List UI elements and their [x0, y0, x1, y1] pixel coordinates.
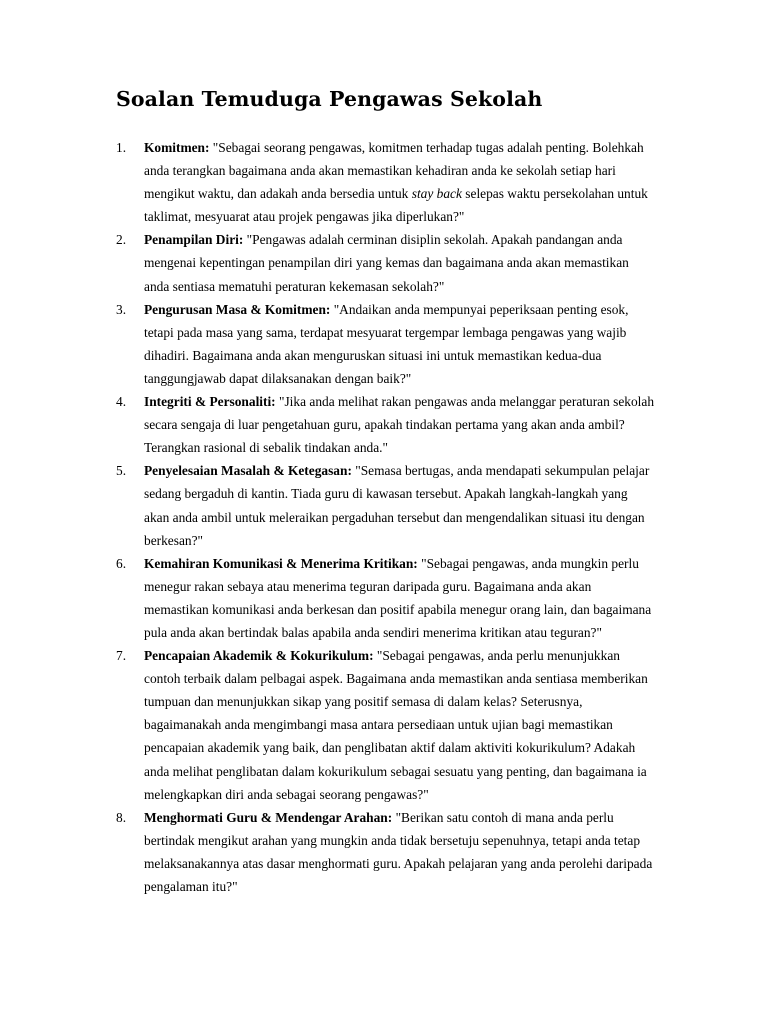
- question-body: "Pengawas adalah cerminan disiplin sekolah. Apakah pandangan anda mengenai kepentingan penampilan diri yang kemas dan bagaimana anda akan memastikan anda sentiasa mematuhi peraturan kekemasan sekolah?": [144, 232, 629, 294]
- question-list: [116, 136, 656, 898]
- question-label: Pencapaian Akademik & Kokurikulum:: [144, 648, 374, 664]
- question-body: "Jika anda melihat rakan pengawas anda melanggar peraturan sekolah secara sengaja di luar pengetahuan guru, apakah tindakan pertama yang akan anda ambil? Terangkan rasional di sebalik tindakan anda.": [144, 394, 655, 456]
- question-text: [144, 459, 656, 551]
- question-text: [144, 644, 656, 806]
- document-title: Soalan Temuduga Pengawas Sekolah: [116, 87, 543, 111]
- question-item-1: [116, 136, 656, 228]
- question-item-5: [116, 459, 656, 551]
- question-body: "Andaikan anda mempunyai peperiksaan penting esok, tetapi pada masa yang sama, terdapat mesyuarat tergempar lembaga pengawas yang wajib dihadiri. Bagaimana anda akan menguruskan situasi ini untuk memastikan kedua-dua tanggungjawab dapat dilaksanakan dengan baik?": [144, 301, 629, 386]
- question-text: [144, 136, 656, 228]
- question-body-end: selepas waktu persekolahan untuk taklimat, mesyuarat atau projek pengawas jika diperlukan?": [144, 186, 648, 225]
- question-number: 2.: [116, 232, 127, 248]
- question-body-start: "Sebagai seorang pengawas, komitmen terhadap tugas adalah penting. Bolehkah anda terangkan bagaimana anda akan memastikan kehadiran anda ke sekolah setiap hari mengikut waktu, dan adakah anda bersedia untuk: [144, 140, 644, 202]
- question-item-6: [116, 552, 656, 644]
- question-body: "Berikan satu contoh di mana anda perlu bertindak mengikut arahan yang mungkin anda tidak bersetuju sepenuhnya, tetapi anda tetap melaksanakannya atas dasar menghormati guru. Apakah pelajaran yang anda perolehi daripada pengalaman itu?": [144, 809, 653, 894]
- question-text: [144, 390, 656, 459]
- question-text: [144, 228, 656, 297]
- question-number: 5.: [116, 463, 127, 479]
- question-number: 3.: [116, 301, 127, 317]
- question-body: "Sebagai pengawas, anda mungkin perlu menegur rakan sebaya atau menerima teguran daripada guru. Bagaimana anda akan memastikan komunikasi anda berkesan dan positif apabila menegur orang lain, dan bagaimana pula anda akan bertindak balas apabila anda sendiri menerima kritikan atau teguran?": [144, 555, 652, 640]
- question-label: Kemahiran Komunikasi & Menerima Kritikan:: [144, 555, 418, 571]
- question-number: 4.: [116, 394, 127, 410]
- question-item-3: [116, 298, 656, 390]
- question-number: 8.: [116, 809, 127, 825]
- question-label: Pengurusan Masa & Komitmen:: [144, 301, 331, 317]
- question-label: Penyelesaian Masalah & Ketegasan:: [144, 463, 352, 479]
- question-number: 1.: [116, 140, 127, 155]
- question-number: 6.: [116, 555, 127, 571]
- question-text: [144, 298, 656, 390]
- question-label: Komitmen:: [144, 140, 210, 155]
- question-number: 7.: [116, 648, 127, 664]
- question-body: "Sebagai pengawas, anda perlu menunjukkan contoh terbaik dalam pelbagai aspek. Bagaimana anda memastikan anda sentiasa memberikan tumpuan dan menunjukkan sikap yang positif semasa di dalam kelas? Seterusnya, bagaimanakah anda mengimbangi masa antara persediaan untuk ujian bagi memastikan pencapaian akademik yang baik, dan penglibatan aktif dalam aktiviti kokurikulum? Adakah anda melihat penglibatan dalam kokurikulum sebagai sesuatu yang penting, dan bagaimana ia melengkapkan diri anda sebagai seorang pengawas?": [144, 648, 648, 802]
- question-text: [144, 552, 656, 644]
- question-label: Menghormati Guru & Mendengar Arahan:: [144, 809, 393, 825]
- question-text: [144, 806, 656, 898]
- question-italic-term: stay back: [411, 186, 462, 202]
- question-item-7: [116, 644, 656, 806]
- question-item-8: [116, 806, 656, 898]
- question-item-4: [116, 390, 656, 459]
- question-item-2: [116, 228, 656, 297]
- question-body: "Semasa bertugas, anda mendapati sekumpulan pelajar sedang bergaduh di kantin. Tiada guru di kawasan tersebut. Apakah langkah-langkah yang akan anda ambil untuk meleraikan pergaduhan tersebut dan mengendalikan situasi itu dengan berkesan?": [144, 463, 650, 548]
- question-label: Integriti & Personaliti:: [144, 394, 276, 410]
- question-label: Penampilan Diri:: [144, 232, 244, 248]
